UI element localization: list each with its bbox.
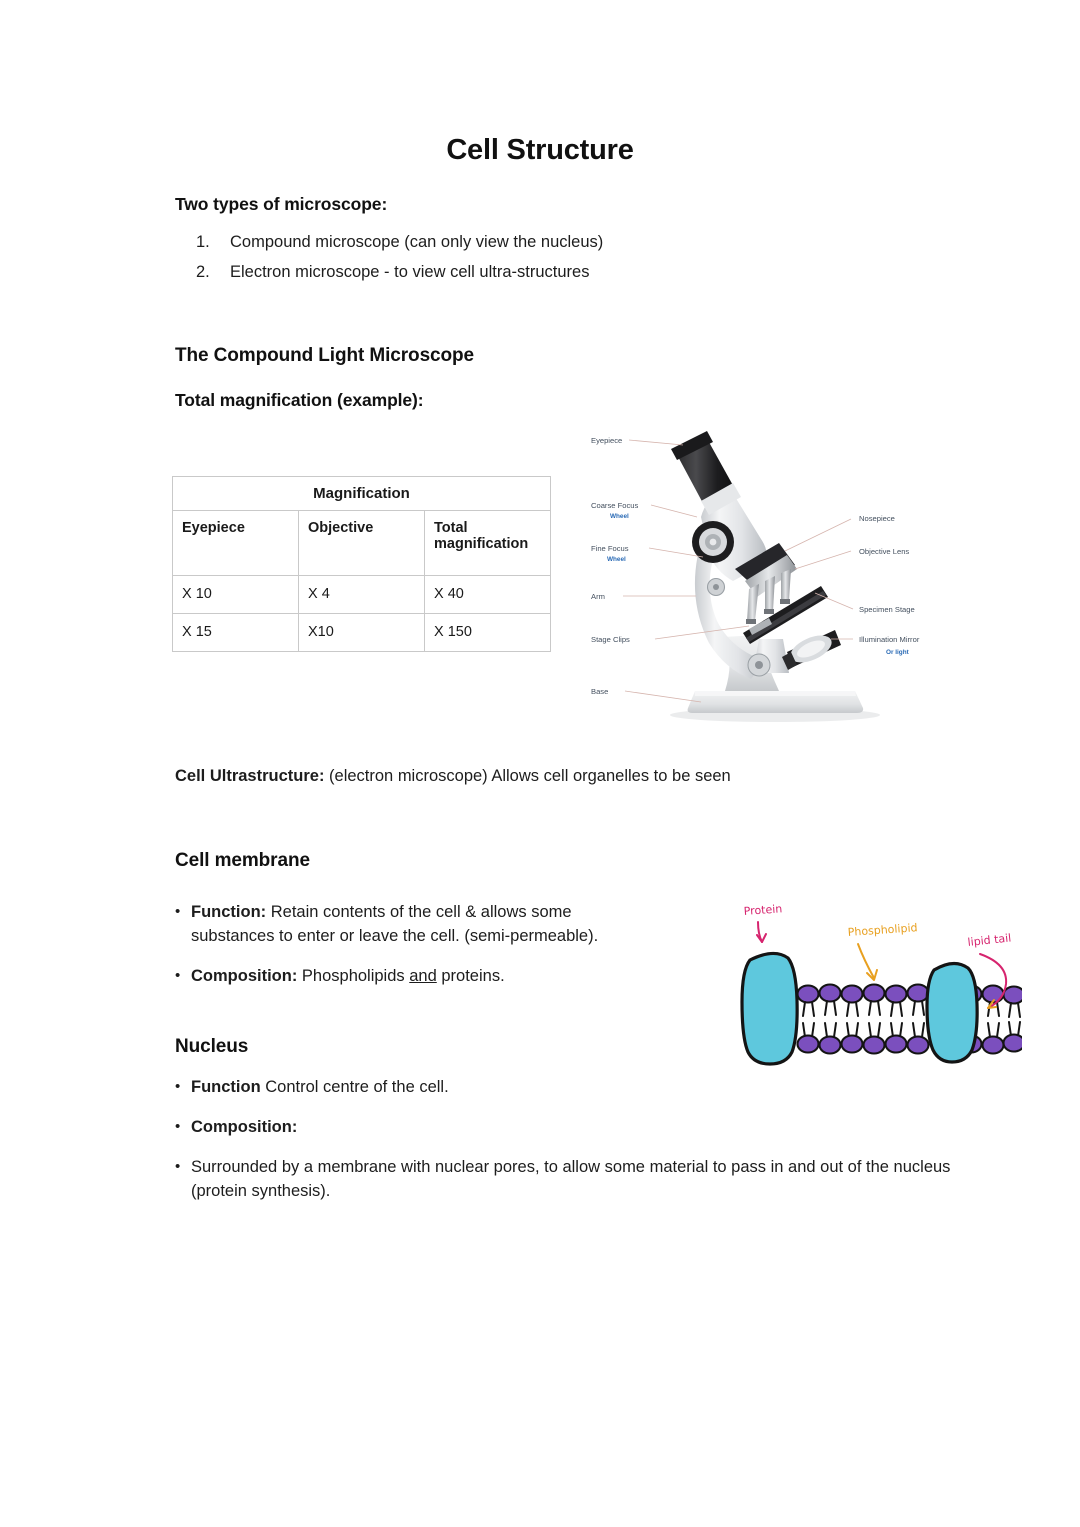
bullet-icon: • — [175, 903, 181, 920]
list-item — [175, 1156, 995, 1204]
list-item — [175, 965, 655, 989]
cell-eyepiece: X 10 — [173, 576, 299, 614]
leader-base — [625, 691, 701, 702]
microscope-label-arm: Arm — [591, 592, 605, 601]
table-header-row — [173, 511, 551, 576]
list-item-text: Electron microscope - to view cell ultra-structures — [230, 263, 590, 281]
bullet-rest: Retain contents of the cell & allows some substances to enter or leave the cell. (semi-permeable). — [191, 903, 599, 945]
bullet-underlined-word: and — [409, 966, 437, 985]
cell-objective: X10 — [299, 614, 425, 652]
bullet-icon: • — [175, 1157, 181, 1175]
bullet-text — [191, 1116, 297, 1140]
cell-eyepiece: X 15 — [173, 614, 299, 652]
column-header-objective: Objective — [299, 511, 425, 576]
heading-two-types-of-microscope: Two types of microscope: — [175, 194, 388, 214]
bullet-icon: • — [175, 966, 181, 984]
microscope-label-objective-lens: Objective Lens — [859, 547, 910, 556]
bullet-icon: • — [175, 1117, 181, 1135]
bullet-lead: Composition: — [191, 1117, 298, 1136]
bullet-text — [191, 965, 505, 989]
table-caption: Magnification — [173, 477, 551, 511]
nucleus-bullets — [175, 1076, 995, 1204]
list-marker: 2. — [196, 263, 210, 281]
microscope-sublabel-or-light: Or light — [886, 649, 909, 656]
microscope-label-stage-clips: Stage Clips — [591, 635, 630, 644]
microscope-label-base: Base — [591, 687, 609, 696]
leader-eyepiece — [629, 440, 683, 445]
leader-objective-lens — [795, 551, 851, 569]
protein-blob-right — [927, 963, 977, 1062]
microscope-label-coarse-focus: Coarse Focus — [591, 501, 639, 510]
bullet-rest-before: Phospholipids — [297, 966, 410, 985]
page-title: Cell Structure — [446, 134, 634, 166]
heading-cell-membrane: Cell membrane — [175, 850, 310, 871]
list-item — [175, 901, 655, 949]
illumination-mirror — [782, 630, 841, 670]
cell-ultrastructure-lead: Cell Ultrastructure: — [175, 767, 325, 785]
cell-ultrastructure-rest: (electron microscope) Allows cell organelles to be seen — [324, 767, 731, 785]
heading-compound-light-microscope: The Compound Light Microscope — [175, 345, 474, 366]
list-marker: 1. — [196, 233, 210, 251]
list-item — [196, 263, 836, 282]
microscope-label-illumination-mirror: Illumination Mirror — [859, 635, 920, 644]
cell-ultrastructure-line — [175, 765, 955, 789]
bullet-rest-after: proteins. — [436, 966, 505, 985]
cell-membrane-bullets — [175, 901, 655, 989]
annotation-protein: Protein — [743, 902, 783, 918]
microscope-diagram — [583, 421, 973, 736]
microscope-label-eyepiece: Eyepiece — [591, 436, 623, 445]
annotation-phospholipid: Phospholipid — [847, 921, 918, 939]
list-item — [175, 1076, 995, 1100]
lipid-upper-leaflet — [798, 985, 1023, 1018]
microscope-types-list — [196, 233, 836, 293]
bullet-icon: • — [175, 1078, 181, 1095]
column-header-total-magnification: Total magnification — [425, 511, 551, 576]
bullet-text — [191, 1076, 449, 1100]
table-row — [173, 614, 551, 652]
bullet-lead: Function: — [191, 903, 267, 921]
protein-blob-left — [742, 953, 797, 1064]
bullet-lead: Composition: — [191, 966, 298, 985]
microscope-label-nosepiece: Nosepiece — [859, 514, 895, 523]
microscope-label-fine-focus: Fine Focus — [591, 544, 629, 553]
leader-coarse-focus — [651, 505, 697, 517]
column-header-eyepiece: Eyepiece — [173, 511, 299, 576]
leader-nosepiece — [785, 519, 851, 551]
table-caption-row — [173, 477, 551, 511]
microscope-sublabel-coarse-focus-wheel: Wheel — [610, 513, 629, 520]
annotation-phospholipid-arrow — [858, 944, 874, 978]
microscope-label-specimen-stage: Specimen Stage — [859, 605, 915, 614]
phospholipid-bilayer-diagram — [722, 898, 1022, 1080]
cell-total: X 40 — [425, 576, 551, 614]
annotation-lipid-tail: lipid tail — [966, 931, 1012, 949]
heading-nucleus: Nucleus — [175, 1036, 249, 1057]
list-item-text: Compound microscope (can only view the nucleus) — [230, 233, 604, 251]
microscope-sublabel-fine-focus-wheel: Wheel — [607, 556, 626, 563]
cell-total: X 150 — [425, 614, 551, 652]
bullet-lead: Function — [191, 1078, 261, 1096]
magnification-table — [172, 476, 551, 652]
bullet-rest: Control centre of the cell. — [260, 1078, 449, 1096]
table-row — [173, 576, 551, 614]
bullet-text: Surrounded by a membrane with nuclear pores, to allow some material to pass in and out of the nucleus (protein synthesis). — [191, 1157, 951, 1200]
bullet-text — [191, 901, 655, 949]
cell-objective: X 4 — [299, 576, 425, 614]
list-item — [175, 1116, 995, 1140]
lipid-lower-leaflet — [798, 1022, 1023, 1054]
subheading-total-magnification: Total magnification (example): — [175, 390, 424, 410]
list-item — [196, 233, 836, 252]
